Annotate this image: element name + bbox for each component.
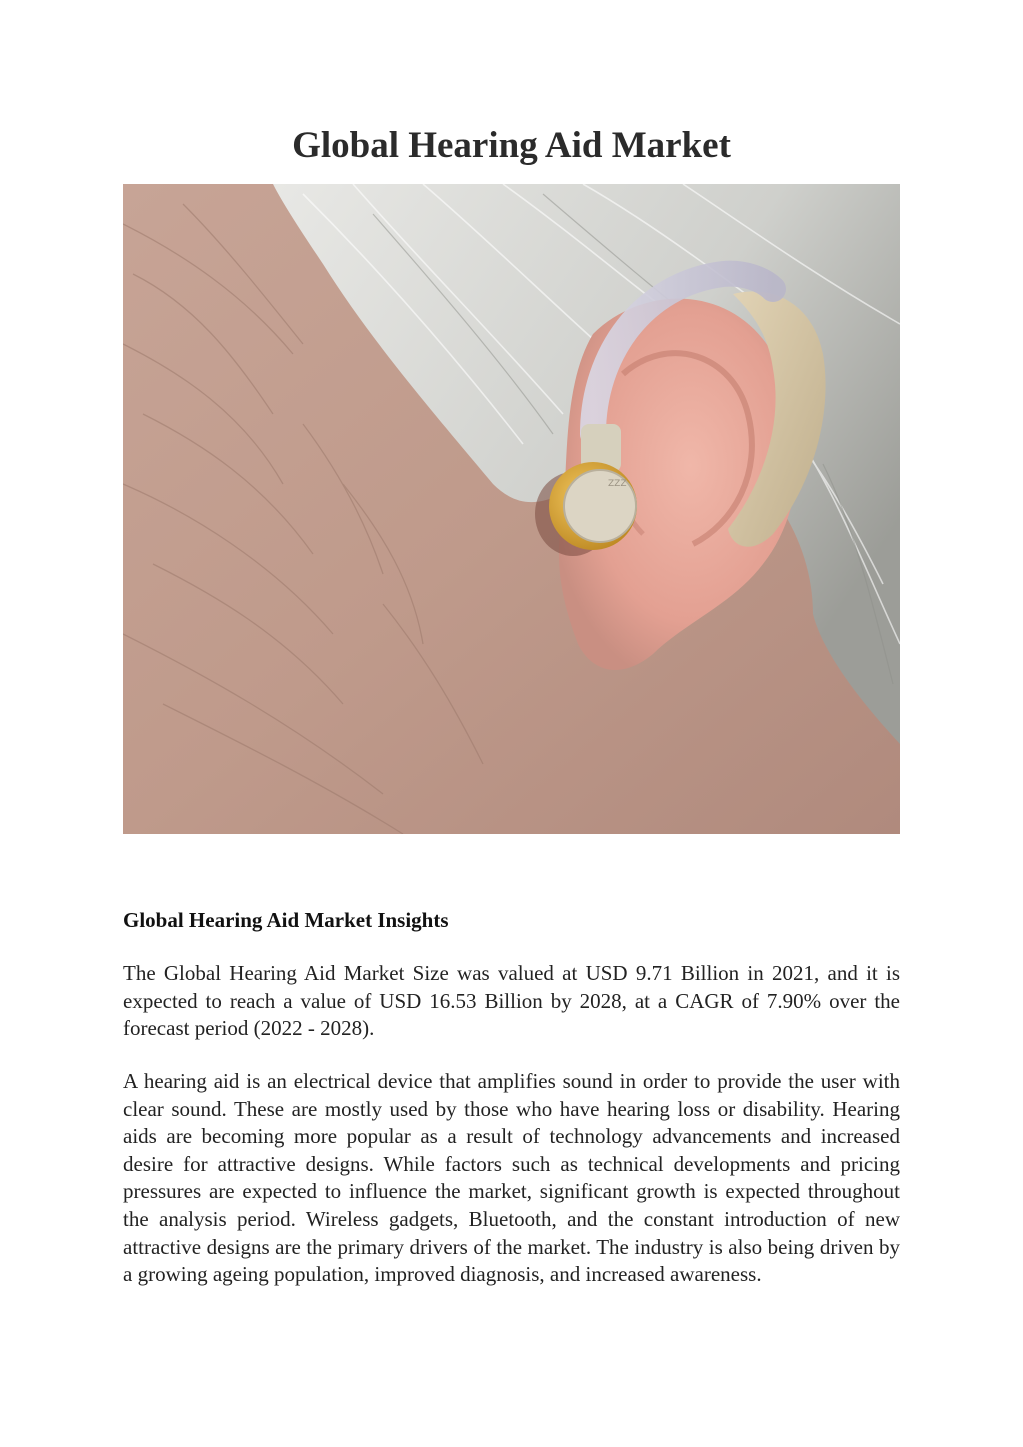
hearing-aid-photo [123, 184, 900, 834]
svg-text:ZZZ: ZZZ [608, 479, 627, 489]
hero-photo [123, 184, 900, 834]
page-title: Global Hearing Aid Market [292, 125, 731, 166]
paragraph-description: A hearing aid is an electrical device that amplifies sound in order to provide the user with clear sound. These are mostly used by those who have hearing loss or disability. Hearing aids are becoming more popular as a result of technology advancements and increased desire for attractive designs. While factors such as technical developments and pricing pressures are expected to influence the market, significant growth is expected throughout the analysis period. Wireless gadgets, Bluetooth, and the constant introduction of new attractive designs are the primary drivers of the market. The industry is also being driven by a growing ageing population, improved diagnosis, and increased awareness. [123, 1069, 900, 1287]
paragraph-market-size: The Global Hearing Aid Market Size was valued at USD 9.71 Billion in 2021, and it is expected to reach a value of USD 16.53 Billion by 2028, at a CAGR of 7.90% over the forecast period (2022 - 2028). [123, 961, 900, 1041]
section-heading: Global Hearing Aid Market Insights [123, 908, 449, 932]
